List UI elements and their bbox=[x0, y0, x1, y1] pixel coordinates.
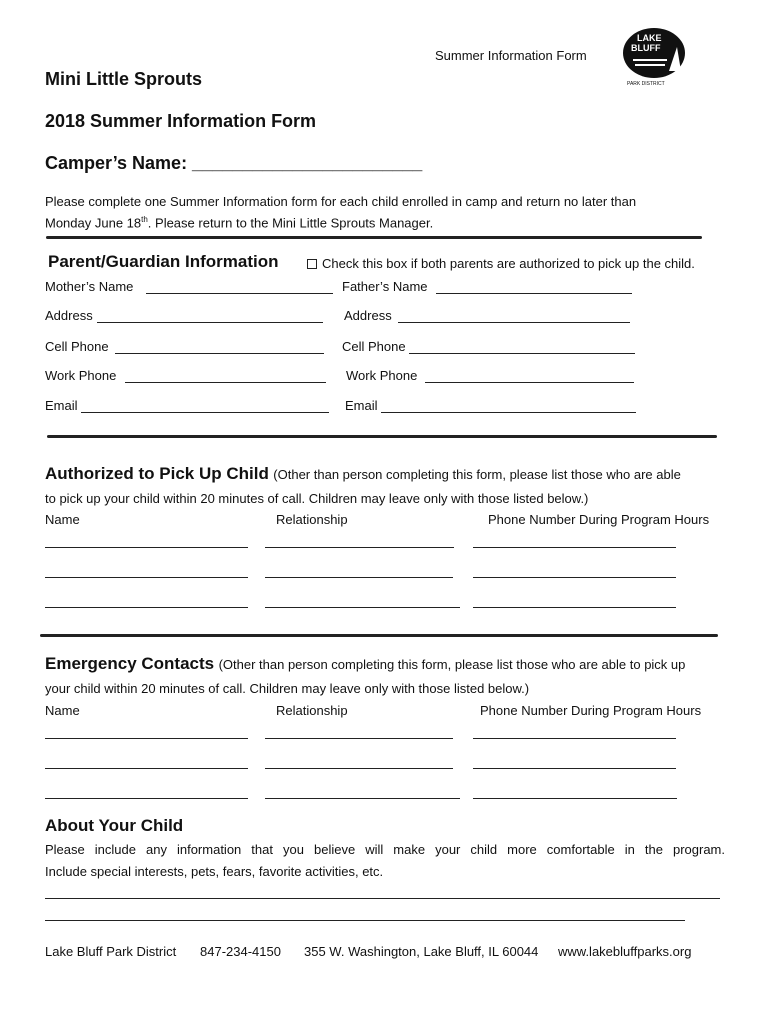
left-email-field[interactable] bbox=[81, 412, 329, 413]
emergency-name-field-1[interactable] bbox=[45, 738, 248, 739]
left-cell-phone-field[interactable] bbox=[115, 353, 324, 354]
left-address-field[interactable] bbox=[97, 322, 323, 323]
father-name-field[interactable] bbox=[436, 293, 632, 294]
pickup-name-field-3[interactable] bbox=[45, 607, 248, 608]
about-section-heading: About Your Child bbox=[45, 816, 184, 835]
section-divider bbox=[46, 236, 702, 239]
emergency-col-name: Name bbox=[45, 703, 80, 718]
left-address-label: Address bbox=[45, 308, 93, 323]
pickup-name-field-1[interactable] bbox=[45, 547, 248, 548]
instructions-line-2 bbox=[45, 215, 433, 230]
pickup-note-2: to pick up your child within 20 minutes of call. Children may leave only with those listed below.) bbox=[45, 491, 589, 506]
right-work-phone-field[interactable] bbox=[425, 382, 634, 383]
footer-org: Lake Bluff Park District bbox=[45, 944, 177, 959]
emergency-phone-field-3[interactable] bbox=[473, 798, 677, 799]
emergency-note-1: (Other than person completing this form, please list those who are able to pick up bbox=[218, 657, 686, 672]
left-work-phone-label: Work Phone bbox=[45, 368, 117, 383]
emergency-name-field-2[interactable] bbox=[45, 768, 248, 769]
emergency-relationship-field-2[interactable] bbox=[265, 768, 453, 769]
pickup-col-name: Name bbox=[45, 512, 80, 527]
footer-website[interactable]: www.lakebluffparks.org bbox=[558, 944, 692, 959]
camper-name-label: Camper’s Name: _______________________ bbox=[45, 153, 423, 173]
pickup-col-relationship: Relationship bbox=[276, 512, 348, 527]
left-email-label: Email bbox=[45, 398, 78, 413]
emergency-col-phone: Phone Number During Program Hours bbox=[480, 703, 702, 718]
about-answer-line-2[interactable] bbox=[45, 920, 685, 921]
emergency-name-field-3[interactable] bbox=[45, 798, 248, 799]
mother-name-label: Mother’s Name bbox=[45, 279, 134, 294]
emergency-relationship-field-3[interactable] bbox=[265, 798, 460, 799]
checkbox-label: Check this box if both parents are authorized to pick up the child. bbox=[322, 256, 695, 271]
pickup-heading-row bbox=[45, 464, 681, 484]
both-parents-checkbox[interactable] bbox=[307, 259, 317, 269]
page-subtitle: 2018 Summer Information Form bbox=[45, 111, 317, 131]
left-cell-phone-label: Cell Phone bbox=[45, 339, 109, 354]
parent-section-heading: Parent/Guardian Information bbox=[48, 252, 279, 271]
pickup-phone-field-3[interactable] bbox=[473, 607, 676, 608]
pickup-note-1: (Other than person completing this form, please list those who are able bbox=[273, 467, 681, 482]
about-text-1: Please include any information that you believe will make your child more comfortable in the program. bbox=[45, 842, 725, 857]
lake-bluff-logo bbox=[621, 27, 687, 87]
emergency-phone-field-2[interactable] bbox=[473, 768, 676, 769]
instructions-date-suffix: th bbox=[141, 215, 148, 224]
page-title: Mini Little Sprouts bbox=[45, 69, 202, 89]
about-answer-line-1[interactable] bbox=[45, 898, 720, 899]
emergency-note-2: your child within 20 minutes of call. Children may leave only with those listed below.) bbox=[45, 681, 530, 696]
pickup-relationship-field-1[interactable] bbox=[265, 547, 454, 548]
parent-checkbox-row[interactable] bbox=[307, 256, 695, 271]
footer-phone: 847-234-4150 bbox=[200, 944, 281, 959]
about-text-2: Include special interests, pets, fears, favorite activities, etc. bbox=[45, 864, 384, 879]
emergency-phone-field-1[interactable] bbox=[473, 738, 676, 739]
logo-text-top: LAKE bbox=[637, 33, 662, 43]
emergency-section-heading: Emergency Contacts bbox=[45, 654, 215, 673]
left-work-phone-field[interactable] bbox=[125, 382, 326, 383]
section-divider bbox=[47, 435, 717, 438]
logo-text-bottom: BLUFF bbox=[631, 43, 661, 53]
right-cell-phone-field[interactable] bbox=[409, 353, 635, 354]
footer-address: 355 W. Washington, Lake Bluff, IL 60044 bbox=[304, 944, 539, 959]
emergency-col-relationship: Relationship bbox=[276, 703, 348, 718]
pickup-phone-field-1[interactable] bbox=[473, 547, 676, 548]
right-address-field[interactable] bbox=[398, 322, 630, 323]
instructions-date: Monday June 18 bbox=[45, 215, 142, 231]
logo-caption: PARK DISTRICT bbox=[627, 81, 665, 87]
right-address-label: Address bbox=[344, 308, 392, 323]
right-cell-phone-label: Cell Phone bbox=[342, 339, 406, 354]
instructions-return-note: . Please return to the Mini Little Sprouts Manager. bbox=[147, 215, 434, 231]
instructions-line-1: Please complete one Summer Information form for each child enrolled in camp and return no later than bbox=[45, 194, 637, 209]
right-work-phone-label: Work Phone bbox=[346, 368, 418, 383]
pickup-relationship-field-2[interactable] bbox=[265, 577, 453, 578]
form-label: Summer Information Form bbox=[435, 48, 587, 63]
father-name-label: Father’s Name bbox=[342, 279, 428, 294]
right-email-label: Email bbox=[345, 398, 378, 413]
section-divider bbox=[40, 634, 718, 637]
mother-name-field[interactable] bbox=[146, 293, 333, 294]
emergency-heading-row bbox=[45, 654, 685, 674]
pickup-name-field-2[interactable] bbox=[45, 577, 248, 578]
pickup-section-heading: Authorized to Pick Up Child bbox=[45, 464, 269, 483]
pickup-col-phone: Phone Number During Program Hours bbox=[488, 512, 710, 527]
right-email-field[interactable] bbox=[381, 412, 636, 413]
emergency-relationship-field-1[interactable] bbox=[265, 738, 453, 739]
pickup-phone-field-2[interactable] bbox=[473, 577, 676, 578]
pickup-relationship-field-3[interactable] bbox=[265, 607, 460, 608]
